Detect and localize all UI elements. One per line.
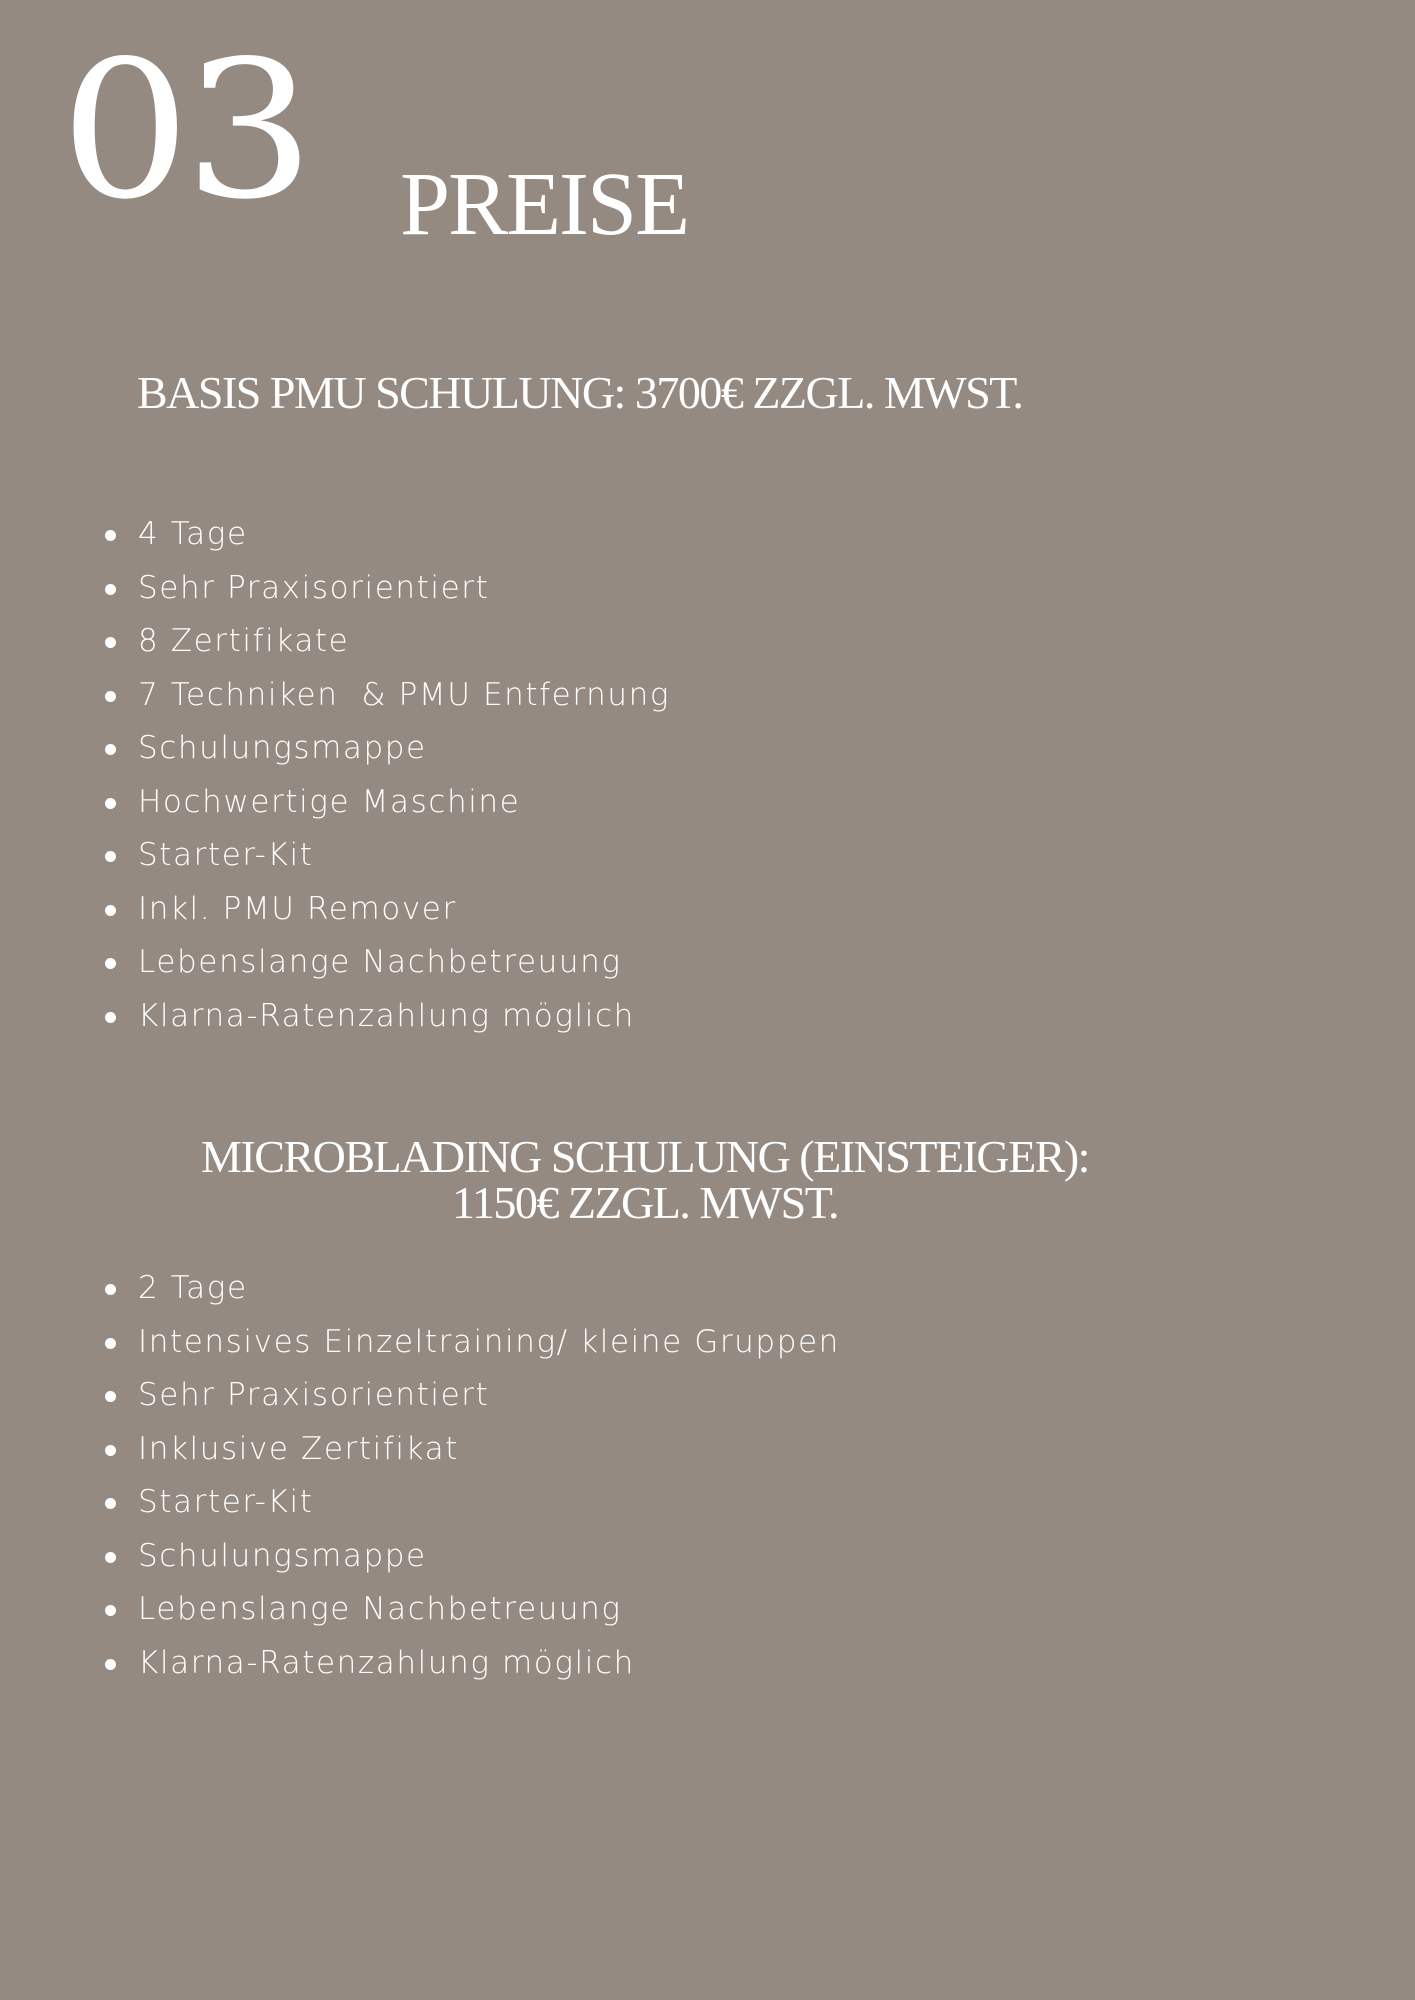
bullet-icon [105, 530, 116, 541]
bullet-icon [105, 1391, 116, 1402]
list-item-text: Inklusive Zertifikat [138, 1430, 459, 1467]
list-item-text: Klarna-Ratenzahlung möglich [138, 997, 635, 1034]
list-item [100, 1476, 840, 1530]
bullet-icon [105, 958, 116, 969]
microblading-heading-line2: 1150€ ZZGL. MWST. [452, 1177, 838, 1228]
list-item [100, 990, 670, 1044]
basis-feature-list [100, 508, 670, 1043]
bullet-icon [105, 584, 116, 595]
list-item [100, 829, 670, 883]
bullet-icon [105, 1552, 116, 1563]
list-item [100, 1262, 840, 1316]
list-item-text: Schulungsmappe [138, 1537, 427, 1574]
list-item-text: Starter-Kit [138, 837, 314, 873]
bullet-icon [105, 1605, 116, 1616]
list-item-text: 4 Tage [138, 516, 248, 552]
list-item-text: Intensives Einzeltraining/ kleine Gruppen [138, 1323, 840, 1360]
list-item [100, 1369, 840, 1423]
list-item [100, 562, 670, 616]
list-item-text: Starter-Kit [138, 1484, 314, 1520]
microblading-course-heading [0, 1131, 1290, 1228]
list-item-text: 2 Tage [138, 1270, 248, 1306]
bullet-icon [105, 798, 116, 809]
list-item [100, 615, 670, 669]
bullet-icon [105, 1659, 116, 1670]
bullet-icon [105, 1012, 116, 1023]
list-item-text: Hochwertige Maschine [138, 783, 521, 820]
list-item-text: Schulungsmappe [138, 730, 427, 766]
bullet-icon [105, 905, 116, 916]
list-item [100, 1637, 840, 1691]
microblading-heading-line1: MICROBLADING SCHULUNG (EINSTEIGER): [201, 1131, 1089, 1182]
list-item [100, 722, 670, 776]
list-item [100, 1316, 840, 1370]
list-item [100, 669, 670, 723]
list-item [100, 883, 670, 937]
bullet-icon [105, 851, 116, 862]
bullet-icon [105, 1498, 116, 1509]
list-item-text: 7 Techniken & PMU Entfernung [138, 676, 671, 713]
list-item-text: 8 Zertifikate [138, 623, 350, 659]
list-item-text: Klarna-Ratenzahlung möglich [138, 1644, 635, 1681]
bullet-icon [105, 691, 116, 702]
bullet-icon [105, 744, 116, 755]
list-item-text: Sehr Praxisorientiert [138, 569, 490, 606]
list-item-text: Lebenslange Nachbetreuung [138, 944, 622, 980]
list-item [100, 1530, 840, 1584]
microblading-feature-list [100, 1262, 840, 1690]
list-item [100, 776, 670, 830]
bullet-icon [105, 1338, 116, 1349]
section-number: 03 [60, 20, 309, 241]
list-item [100, 1583, 840, 1637]
bullet-icon [105, 1284, 116, 1295]
list-item-text: Lebenslange Nachbetreuung [138, 1591, 622, 1627]
list-item [100, 1423, 840, 1477]
list-item-text: Inkl. PMU Remover [138, 890, 457, 927]
bullet-icon [105, 637, 116, 648]
bullet-icon [105, 1445, 116, 1456]
list-item [100, 936, 670, 990]
list-item-text: Sehr Praxisorientiert [138, 1377, 490, 1413]
basis-course-heading: BASIS PMU SCHULUNG: 3700€ ZZGL. MWST. [137, 367, 1023, 418]
list-item [100, 508, 670, 562]
page-title: PREISE [400, 155, 689, 254]
